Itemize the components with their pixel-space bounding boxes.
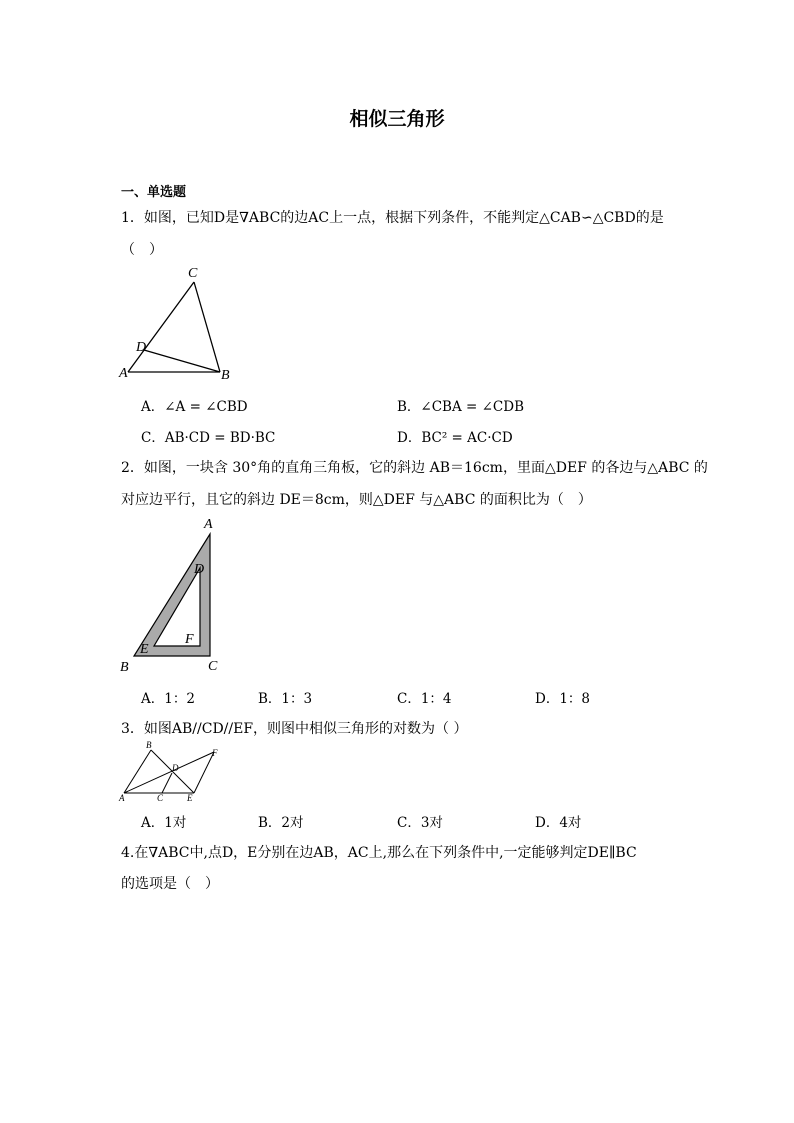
q2-stem-line2: 对应边平行，且它的斜边 DE＝8cm，则△DEF 与△ABC 的面积比为（ ） <box>121 492 592 508</box>
q1-label-c: C <box>188 266 198 281</box>
q1-triangle-figure <box>114 262 244 382</box>
q3-label-a: A <box>119 793 125 803</box>
page-title: 相似三角形 <box>349 108 445 130</box>
q3-option-b[interactable]: B．2对 <box>258 815 304 831</box>
section-heading: 一、单选题 <box>121 185 187 200</box>
q3-label-e: E <box>187 793 193 803</box>
q3-parallel-lines-figure <box>114 738 230 806</box>
q2-label-b: B <box>120 660 129 675</box>
q2-option-c[interactable]: C．1：4 <box>397 691 452 707</box>
q3-label-f: F <box>212 748 218 758</box>
q3-label-b: B <box>146 740 152 750</box>
q1-label-b: B <box>221 368 230 382</box>
q3-label-d: D <box>172 763 179 773</box>
q4-stem-line1: 4.在∇ABC中,点D，E分别在边AB，AC上,那么在下列条件中,一定能够判定DE∥BC <box>121 845 637 861</box>
q1-option-b[interactable]: B．∠CBA = ∠CDB <box>397 399 525 415</box>
q2-stem-line1: 2．如图，一块含 30°角的直角三角板，它的斜边 AB＝16cm，里面△DEF 的各边与△ABC 的 <box>121 460 708 476</box>
q1-option-d[interactable]: D．BC² = AC·CD <box>397 430 513 446</box>
q1-option-a[interactable]: A．∠A = ∠CBD <box>141 399 248 415</box>
q2-label-e: E <box>140 642 149 657</box>
q3-stem-line1: 3．如图AB//CD//EF，则图中相似三角形的对数为（ ） <box>121 721 468 737</box>
q4-stem-line2: 的选项是（ ） <box>121 876 219 892</box>
q1-label-d: D <box>136 340 147 355</box>
q1-stem-line2: （ ） <box>121 242 163 258</box>
q3-label-c: C <box>157 793 164 803</box>
q2-set-square-figure <box>114 510 234 678</box>
q1-stem-line1: 1．如图，已知D是∇ABC的边AC上一点，根据下列条件，不能判定△CAB∽△CBD的是 <box>121 210 664 226</box>
q2-label-a: A <box>204 517 213 532</box>
q3-option-d[interactable]: D．4对 <box>535 815 582 831</box>
q2-label-c: C <box>208 659 218 674</box>
q2-option-a[interactable]: A．1：2 <box>141 691 195 707</box>
q2-label-f: F <box>185 632 194 647</box>
q1-label-a: A <box>119 366 128 381</box>
q2-option-d[interactable]: D．1：8 <box>535 691 591 707</box>
q2-label-d: D <box>194 562 205 577</box>
q2-option-b[interactable]: B．1：3 <box>258 691 313 707</box>
q3-option-a[interactable]: A．1对 <box>141 815 187 831</box>
q3-option-c[interactable]: C．3对 <box>397 815 443 831</box>
q1-option-c[interactable]: C．AB·CD = BD·BC <box>141 430 276 446</box>
